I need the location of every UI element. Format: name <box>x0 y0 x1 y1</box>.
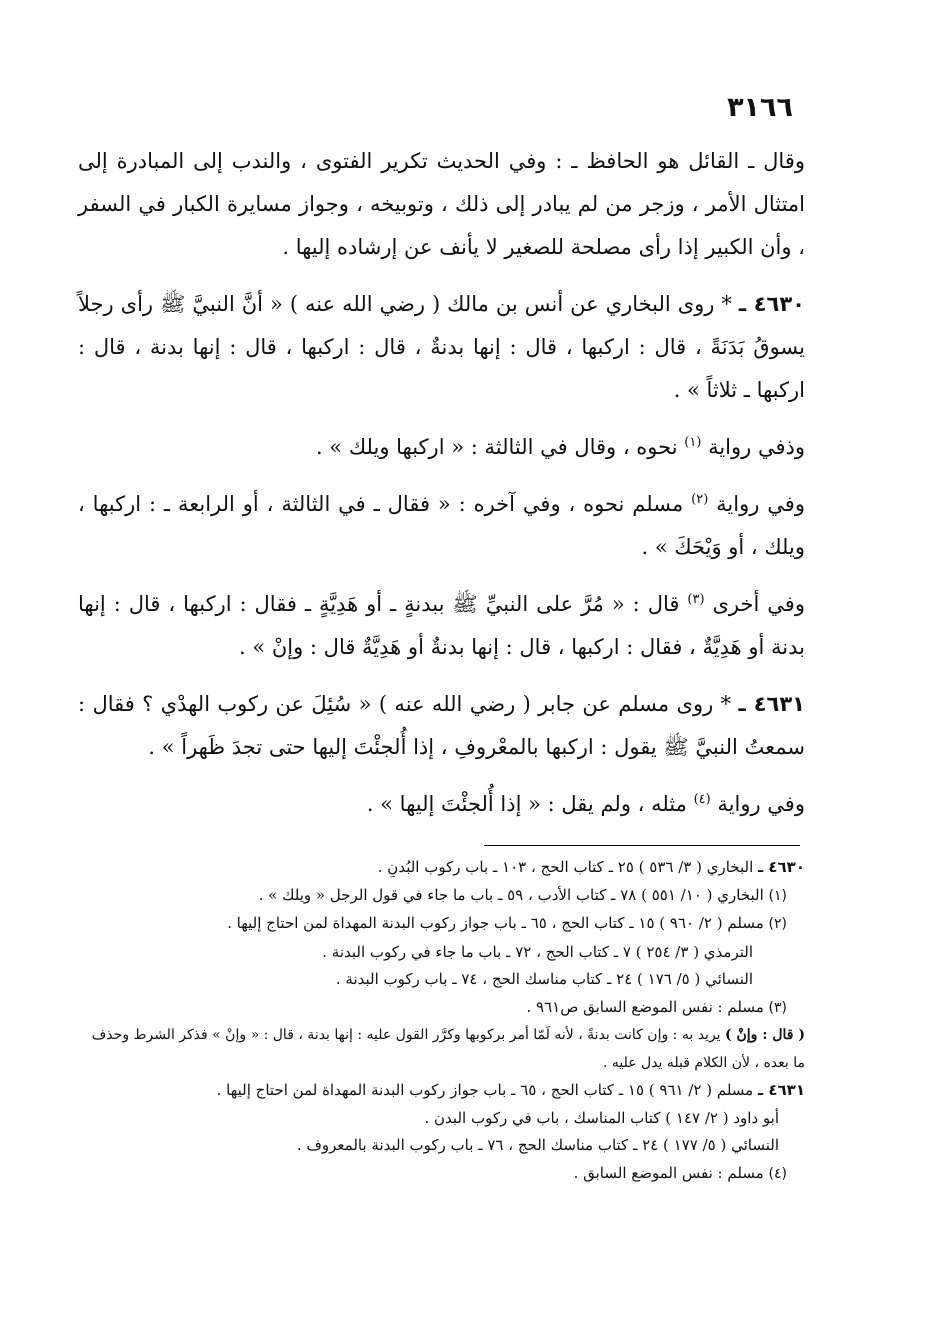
footnote-number: (٢) <box>768 916 787 932</box>
footnote-separator <box>484 845 800 846</box>
footnote-number: ٤٦٣٠ ـ <box>758 858 805 876</box>
narration-text: نحوه ، وقال في الثالثة : « اركبها ويلك » . <box>315 435 678 459</box>
footnotes <box>78 854 805 1188</box>
footnote-marker: (٤) <box>693 792 711 807</box>
narration-2 <box>78 483 805 569</box>
footnote-marker: (٣) <box>687 592 705 607</box>
narration-3 <box>78 583 805 669</box>
main-text <box>78 140 805 840</box>
footnote-text: مسلم : نفس الموضع السابق . <box>573 1163 764 1182</box>
footnote-marker: (١) <box>684 435 702 450</box>
footnote-2-tirmidhi: الترمذي ( ٣/ ٢٥٤ ) ٧ ـ كتاب الحج ، ٧٢ ـ باب ما جاء في ركوب البدنة . <box>322 942 753 961</box>
footnote-text: مسلم : نفس الموضع السابق ص٩٦١ . <box>526 997 764 1016</box>
footnote-4631-abudawud: أبو داود ( ٢/ ١٤٧ ) كتاب المناسك ، باب في ركوب البدن . <box>424 1108 779 1127</box>
narration-text: مسلم نحوه ، وفي آخره : « فقال ـ في الثالثة ، أو الرابعة ـ : اركبها ، ويلك ، أو وَيْحَكَ » . <box>78 492 805 559</box>
commentary <box>78 1022 805 1077</box>
hadith-number: ٤٦٣٠ ـ <box>738 292 805 316</box>
footnote-4630 <box>78 854 805 882</box>
footnote-2-nasai: النسائي ( ٥/ ١٧٦ ) ٢٤ ـ كتاب مناسك الحج ، ٧٤ ـ باب ركوب البدنة . <box>335 970 753 988</box>
narration-lead: وفي رواية <box>717 792 805 816</box>
intro-paragraph: وقال ـ القائل هو الحافظ ـ : وفي الحديث تكرير الفتوى ، والندب إلى المبادرة إلى امتثال الأمر ، وزجر من لم يبادر إلى ذلك ، وتوبيخه ، وجواز مسايرة الكبار في السفر ، وأن الكبير إذا رأى مصلحة للصغير لا يأنف عن إرشاده إليها . <box>78 149 805 259</box>
footnote-2 <box>78 910 805 939</box>
narration-4 <box>78 783 805 826</box>
hadith-number: ٤٦٣١ ـ <box>738 692 805 716</box>
footnote-number: (٣) <box>768 999 787 1016</box>
narration-text: مثله ، ولم يقل : « إذا أُلجئْتَ إليها » . <box>366 792 687 816</box>
hadith-4630 <box>78 283 805 412</box>
page-number: ٣١٦٦ <box>727 92 793 123</box>
narration-lead: وفي أخرى <box>712 592 805 616</box>
footnote-4631 <box>78 1077 805 1105</box>
footnote-4631-nasai: النسائي ( ٥/ ١٧٧ ) ٢٤ ـ كتاب مناسك الحج ، ٧٦ ـ باب ركوب البدنة بالمعروف . <box>296 1136 779 1154</box>
hadith-text: * روى البخاري عن أنس بن مالك ( رضي الله عنه ) « أنَّ النبيَّ ﷺ رأى رجلاً يسوقُ بَدَنَةً ، قال : اركبها ، قال : إنها بدنةٌ ، قال : اركبها ، قال : إنها بدنة ، قال : اركبها ـ ثلاثاً » . <box>78 292 805 402</box>
footnote-3 <box>78 994 805 1023</box>
hadith-4631 <box>78 683 805 769</box>
commentary-text: يريد به : وإن كانت بدنةً ، لأنه لَمّا أمر بركوبها وكرَّر القول عليه : إنها بدنة ، قال : « وإنْ » فذكر الشرط وحذف ما بعده ، لأن الكلام قبله يدل عليه . <box>91 1027 805 1071</box>
footnote-text: البخاري ( ١٠/ ٥٥١ ) ٧٨ ـ كتاب الأدب ، ٥٩ ـ باب ما جاء في قول الرجل « ويلك » . <box>258 885 764 904</box>
narration-lead: وفي رواية <box>716 492 805 516</box>
footnote-number: ٤٦٣١ ـ <box>758 1081 805 1099</box>
narration-lead: وذفي رواية <box>708 435 805 459</box>
footnote-marker: (٢) <box>691 492 709 507</box>
footnote-number: (١) <box>768 887 787 904</box>
narration-1 <box>78 426 805 469</box>
footnote-number: (٤) <box>768 1165 787 1182</box>
footnote-4 <box>78 1160 805 1189</box>
narration-text: قال : « مُرَّ على النبيِّ ﷺ ببدنةٍ ـ أو هَدِيَّةٍ ـ فقال : اركبها ، قال : إنها بدنة أو هَدِيَّةٌ ، فقال : اركبها ، قال : إنها بدنةٌ أو هَدِيَّةٌ قال : وإنْ » . <box>78 592 805 659</box>
commentary-heading: ( قال : وإنْ ) <box>725 1027 805 1043</box>
footnote-text: مسلم ( ٢/ ٩٦١ ) ١٥ ـ كتاب الحج ، ٦٥ ـ باب جواز ركوب البدنة المهداة لمن احتاج إليها . <box>216 1081 754 1099</box>
footnote-text: البخاري ( ٣/ ٥٣٦ ) ٢٥ ـ كتاب الحج ، ١٠٣ ـ باب ركوب البُدنِ . <box>377 858 754 876</box>
footnote-1 <box>78 882 805 911</box>
footnote-text: مسلم ( ٢/ ٩٦٠ ) ١٥ ـ كتاب الحج ، ٦٥ ـ باب جواز ركوب البدنة المهداة لمن احتاج إليها . <box>227 914 764 932</box>
hadith-text: * روى مسلم عن جابر ( رضي الله عنه ) « سُئِلَ عن ركوب الهدْي ؟ فقال : سمعتُ النبيَّ ﷺ يقول : اركبها بالمعْروفِ ، إذا أُلجئْتَ إليها حتى تجدَ ظَهراً » . <box>78 692 805 759</box>
